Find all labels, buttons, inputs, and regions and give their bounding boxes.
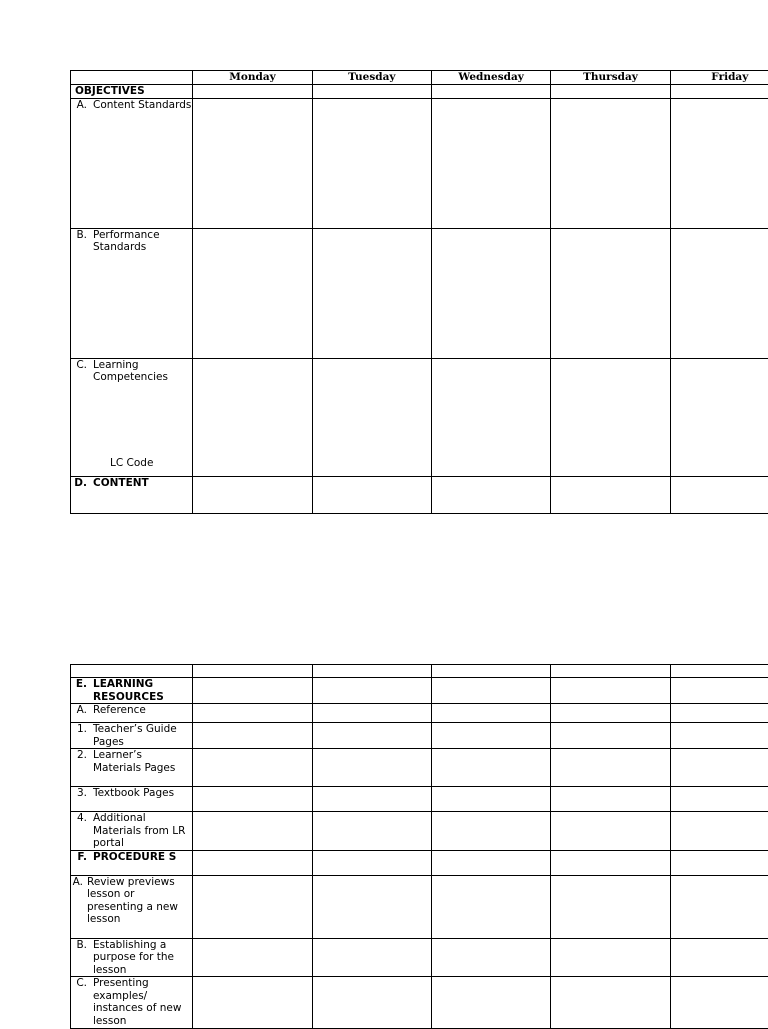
item-text: PROCEDURE S: [87, 851, 176, 864]
cell: [431, 678, 550, 704]
cell: [431, 812, 550, 851]
procedures-row: [71, 850, 768, 875]
item-marker: F.: [71, 851, 87, 864]
item-marker: D.: [71, 477, 87, 490]
cell: [193, 787, 312, 812]
cell: [670, 938, 768, 977]
cell: [193, 850, 312, 875]
cell: [193, 704, 312, 723]
cell: [670, 98, 768, 228]
item-marker: 2.: [71, 749, 87, 774]
cell: [431, 723, 550, 749]
cell: [551, 98, 670, 228]
performance-standards-label: [71, 228, 193, 358]
cell: [670, 665, 768, 678]
lc-code-label: LC Code: [110, 457, 153, 470]
cell: [312, 665, 431, 678]
item-marker: A.: [71, 704, 87, 717]
teachers-guide-row: [71, 723, 768, 749]
item-marker: 1.: [71, 723, 87, 748]
cell: [670, 228, 768, 358]
cell: [312, 98, 431, 228]
item-marker: C.: [71, 977, 87, 1027]
cell: [670, 84, 768, 98]
cell: [670, 875, 768, 938]
cell: [551, 665, 670, 678]
learning-resources-row: [71, 678, 768, 704]
cell: [431, 228, 550, 358]
item-marker: A.: [71, 99, 87, 112]
cell: [551, 476, 670, 513]
cell: [551, 358, 670, 476]
cell: [551, 938, 670, 977]
cell: [551, 787, 670, 812]
learning-competencies-row: [71, 358, 768, 476]
cell: [193, 98, 312, 228]
textbook-row: [71, 787, 768, 812]
item-text: Textbook Pages: [87, 787, 174, 800]
cell: [312, 875, 431, 938]
item-text: Establishing a purpose for the lesson: [87, 939, 192, 977]
cell: [551, 749, 670, 787]
reference-row: [71, 704, 768, 723]
item-marker: A.: [71, 876, 83, 926]
teachers-guide-label: [71, 723, 193, 749]
cell: [551, 228, 670, 358]
item-text: Performance Standards: [87, 229, 192, 254]
cell: [431, 476, 550, 513]
cell: [431, 875, 550, 938]
cell: [193, 358, 312, 476]
objectives-heading: OBJECTIVES: [71, 84, 193, 98]
cell: [312, 723, 431, 749]
content-row: [71, 476, 768, 513]
item-marker: C.: [71, 359, 87, 384]
cell: [193, 749, 312, 787]
day-header-tuesday: Tuesday: [312, 71, 431, 85]
cell: [431, 84, 550, 98]
cell: [670, 749, 768, 787]
cell: [431, 358, 550, 476]
cell: [193, 812, 312, 851]
item-text: LEARNING RESOURCES: [87, 678, 192, 703]
cell: [551, 812, 670, 851]
cell: [431, 665, 550, 678]
content-standards-row: [71, 98, 768, 228]
item-text: Learning Competencies: [87, 359, 192, 384]
cell: [193, 977, 312, 1029]
cell: [312, 358, 431, 476]
learning-resources-label: [71, 678, 193, 704]
presenting-row: [71, 977, 768, 1029]
cell: [312, 749, 431, 787]
cell: [551, 723, 670, 749]
procedures-label: [71, 850, 193, 875]
day-header-monday: Monday: [193, 71, 312, 85]
cell: [431, 787, 550, 812]
cell: [312, 812, 431, 851]
cell: [551, 875, 670, 938]
cell: [193, 476, 312, 513]
learners-materials-label: [71, 749, 193, 787]
cell: [670, 476, 768, 513]
cell: [71, 665, 193, 678]
cell: [431, 98, 550, 228]
item-text: Teacher’s Guide Pages: [87, 723, 192, 748]
cell: [551, 704, 670, 723]
blank-header-row: [71, 665, 768, 678]
cell: [551, 977, 670, 1029]
item-text: Learner’s Materials Pages: [87, 749, 192, 774]
cell: [670, 723, 768, 749]
cell: [312, 938, 431, 977]
cell: [551, 850, 670, 875]
review-row: [71, 875, 768, 938]
performance-standards-row: [71, 228, 768, 358]
cell: [312, 977, 431, 1029]
cell: [193, 875, 312, 938]
cell: [551, 84, 670, 98]
item-text: Presenting examples/ instances of new lesson: [87, 977, 192, 1027]
cell: [431, 850, 550, 875]
learners-materials-row: [71, 749, 768, 787]
textbook-label: [71, 787, 193, 812]
header-row: [71, 71, 768, 85]
purpose-row: [71, 938, 768, 977]
cell: [312, 84, 431, 98]
day-header-thursday: Thursday: [551, 71, 670, 85]
item-marker: B.: [71, 939, 87, 977]
lesson-plan-table-objectives: [70, 70, 768, 514]
cell: [312, 704, 431, 723]
purpose-label: [71, 938, 193, 977]
cell: [670, 977, 768, 1029]
header-corner-cell: [71, 71, 193, 85]
cell: [193, 938, 312, 977]
cell: [670, 678, 768, 704]
cell: [193, 665, 312, 678]
cell: [193, 678, 312, 704]
cell: [431, 938, 550, 977]
cell: [670, 358, 768, 476]
item-marker: B.: [71, 229, 87, 254]
cell: [193, 723, 312, 749]
learning-competencies-label: [71, 358, 193, 476]
cell: [193, 228, 312, 358]
item-marker: 3.: [71, 787, 87, 800]
additional-materials-row: [71, 812, 768, 851]
cell: [312, 678, 431, 704]
item-text: Reference: [87, 704, 146, 717]
cell: [431, 749, 550, 787]
day-header-wednesday: Wednesday: [431, 71, 550, 85]
cell: [193, 84, 312, 98]
cell: [670, 850, 768, 875]
cell: [431, 704, 550, 723]
objectives-row: [71, 84, 768, 98]
cell: [551, 678, 670, 704]
reference-label: [71, 704, 193, 723]
cell: [312, 787, 431, 812]
review-label: [71, 875, 193, 938]
item-marker: E.: [71, 678, 87, 703]
lesson-plan-table-resources: [70, 664, 768, 1029]
item-text: CONTENT: [87, 477, 149, 490]
item-text: Additional Materials from LR portal: [87, 812, 192, 850]
additional-materials-label: [71, 812, 193, 851]
cell: [312, 228, 431, 358]
item-text: Review previews lesson or presenting a new lesson: [83, 876, 192, 926]
content-label: [71, 476, 193, 513]
cell: [670, 812, 768, 851]
item-marker: 4.: [71, 812, 87, 850]
cell: [670, 704, 768, 723]
cell: [312, 476, 431, 513]
day-header-friday: Friday: [670, 71, 768, 85]
presenting-label: [71, 977, 193, 1029]
item-text: Content Standards: [87, 99, 191, 112]
cell: [431, 977, 550, 1029]
content-standards-label: [71, 98, 193, 228]
cell: [670, 787, 768, 812]
cell: [312, 850, 431, 875]
